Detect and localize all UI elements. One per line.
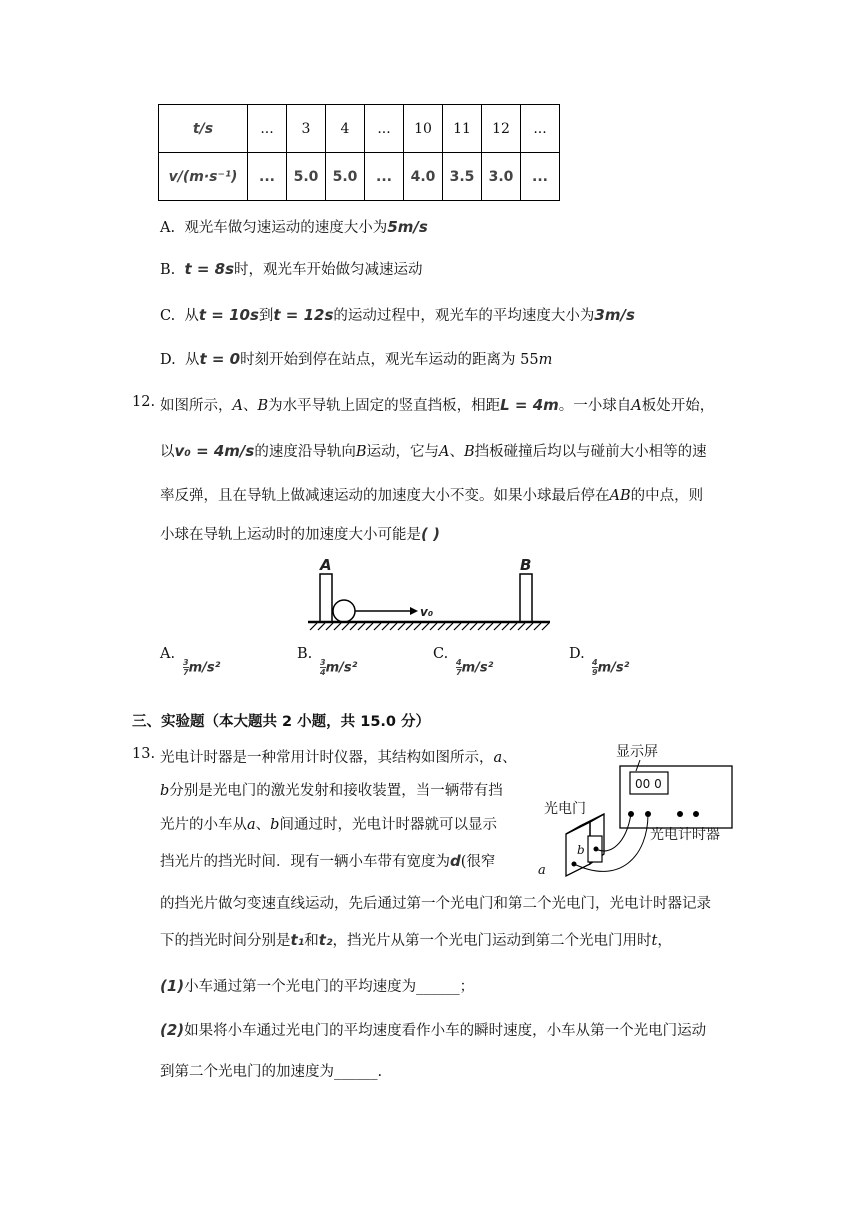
q12-option-a: A. xyxy=(160,646,176,662)
table-cell: 12 xyxy=(482,105,521,153)
ball-shape xyxy=(333,600,355,622)
display-digits: 00 0 xyxy=(635,777,662,791)
hatch-mark xyxy=(318,623,325,630)
q13-line-5: 的挡光片做匀变速直线运动，先后通过第一个光电门和第二个光电门，光电计时器记录 xyxy=(160,896,711,912)
table-cell: 5.0 xyxy=(326,153,365,201)
fig-timer-label: 光电计时器 xyxy=(650,827,720,843)
q11-option-c: C. 从t = 10s到t = 12s的运动过程中，观光车的平均速度大小为3m/s xyxy=(160,306,635,324)
q12-line-4: 小球在导轨上运动时的加速度大小可能是( ) xyxy=(160,525,440,543)
table-cell: ... xyxy=(365,153,404,201)
hatch-mark xyxy=(430,623,437,630)
hatch-mark xyxy=(502,623,509,630)
hatch-mark xyxy=(486,623,493,630)
hatch-mark xyxy=(390,623,397,630)
q12-option-b: B. xyxy=(297,646,313,662)
fig-screen-label: 显示屏 xyxy=(616,744,658,760)
table-header-time: t/s xyxy=(159,105,248,153)
hatch-mark xyxy=(462,623,469,630)
table-cell: ... xyxy=(521,105,560,153)
q11-option-d: D. 从t = 0时刻开始到停在站点，观光车运动的距离为 55m xyxy=(160,350,553,368)
hatch-mark xyxy=(534,623,541,630)
hatch-mark xyxy=(494,623,501,630)
table-row-velocity xyxy=(159,153,560,201)
table-cell: 11 xyxy=(443,105,482,153)
fig-gate-label: 光电门 xyxy=(544,801,586,817)
board-a-shape xyxy=(320,574,332,622)
hatch-mark xyxy=(478,623,485,630)
hatch-mark xyxy=(374,623,381,630)
hatch-mark xyxy=(438,623,445,630)
q13-line-6: 下的挡光时间分别是t₁和t₂，挡光片从第一个光电门运动到第二个光电门用时t， xyxy=(160,931,672,949)
q13-number: 13. xyxy=(132,746,156,762)
hatch-mark xyxy=(518,623,525,630)
fig-b-label: b xyxy=(577,843,585,857)
table-cell: 4.0 xyxy=(404,153,443,201)
hatch-mark xyxy=(326,623,333,630)
table-header-velocity: v/(m·s⁻¹) xyxy=(159,153,248,201)
hatch-mark xyxy=(414,623,421,630)
q12-rail-figure xyxy=(300,552,560,638)
hatch-mark xyxy=(470,623,477,630)
hatch-mark xyxy=(358,623,365,630)
table-cell: ... xyxy=(248,105,287,153)
hatch-mark xyxy=(382,623,389,630)
hatch-mark xyxy=(310,623,317,630)
wire-line xyxy=(574,814,648,871)
table-cell: 3.5 xyxy=(443,153,482,201)
q12-option-d: D. xyxy=(569,646,585,662)
photogate-timer-figure xyxy=(530,736,750,880)
hatch-mark xyxy=(526,623,533,630)
q12-number: 12. xyxy=(132,394,156,410)
terminal-dot xyxy=(677,811,683,817)
section-title: 三、实验题（本大题共 2 小题，共 15.0 分） xyxy=(132,714,431,730)
hatch-mark xyxy=(422,623,429,630)
terminal-dot xyxy=(693,811,699,817)
hatch-mark xyxy=(334,623,341,630)
q13-line-4: 挡光片的挡光时间．现有一辆小车带有宽度为d(很窄 xyxy=(160,852,496,870)
fig-a-label: a xyxy=(538,863,546,878)
fig-label-v0: v₀ xyxy=(420,605,434,619)
q12-option-c-value: $\frac{4}{7}$ m/s² xyxy=(456,658,494,677)
table-cell: ... xyxy=(521,153,560,201)
fig-label-b: B xyxy=(520,556,532,574)
q13-part-2-cont: 到第二个光电门的加速度为______. xyxy=(160,1064,383,1080)
board-b-shape xyxy=(520,574,532,622)
hatch-mark xyxy=(342,623,349,630)
velocity-time-table xyxy=(158,104,560,201)
table-cell: 4 xyxy=(326,105,365,153)
hatch-mark xyxy=(350,623,357,630)
hatch-mark xyxy=(542,623,549,630)
table-cell: 5.0 xyxy=(287,153,326,201)
q13-line-1: 光电计时器是一种常用计时仪器，其结构如图所示，a、 xyxy=(160,750,517,766)
table-cell: ... xyxy=(248,153,287,201)
table-cell: 10 xyxy=(404,105,443,153)
q13-part-2: (2)如果将小车通过光电门的平均速度看作小车的瞬时速度，小车从第一个光电门运动 xyxy=(160,1021,707,1039)
hatch-mark xyxy=(446,623,453,630)
hatch-mark xyxy=(510,623,517,630)
table-cell: ... xyxy=(365,105,404,153)
q12-line-2: 以v₀ = 4m/s的速度沿导轨向B运动，它与A、B挡板碰撞后均以与碰前大小相等的速 xyxy=(160,442,707,460)
q13-part-1: (1)小车通过第一个光电门的平均速度为______； xyxy=(160,977,475,995)
rail-hatching xyxy=(310,623,549,630)
q12-option-b-value: $\frac{3}{4}$ m/s² xyxy=(320,658,358,677)
q11-option-a: A. 观光车做匀速运动的速度大小为5m/s xyxy=(160,218,428,236)
velocity-arrow-head xyxy=(410,607,418,615)
hatch-mark xyxy=(398,623,405,630)
q12-option-a-value: $\frac{3}{7}$ m/s² xyxy=(183,658,221,677)
q12-line-3: 率反弹，且在导轨上做减速运动的加速度大小不变。如果小球最后停在AB的中点，则 xyxy=(160,488,704,504)
hatch-mark xyxy=(366,623,373,630)
q13-line-3: 光片的小车从a、b间通过时，光电计时器就可以显示 xyxy=(160,817,497,833)
table-cell: 3 xyxy=(287,105,326,153)
hatch-mark xyxy=(406,623,413,630)
table-cell: 3.0 xyxy=(482,153,521,201)
q11-option-b: B. t = 8s时，观光车开始做匀减速运动 xyxy=(160,260,423,278)
fig-label-a: A xyxy=(320,556,332,574)
timer-box-shape xyxy=(620,766,732,828)
q13-line-2: b分别是光电门的激光发射和接收装置，当一辆带有挡 xyxy=(160,783,503,799)
q12-option-c: C. xyxy=(433,646,449,662)
hatch-mark xyxy=(454,623,461,630)
q12-option-d-value: $\frac{4}{9}$ m/s² xyxy=(592,658,630,677)
table-row-time xyxy=(159,105,560,153)
q12-line-1: 如图所示，A、B为水平导轨上固定的竖直挡板，相距L = 4m。一小球自A板处开始， xyxy=(160,396,715,414)
